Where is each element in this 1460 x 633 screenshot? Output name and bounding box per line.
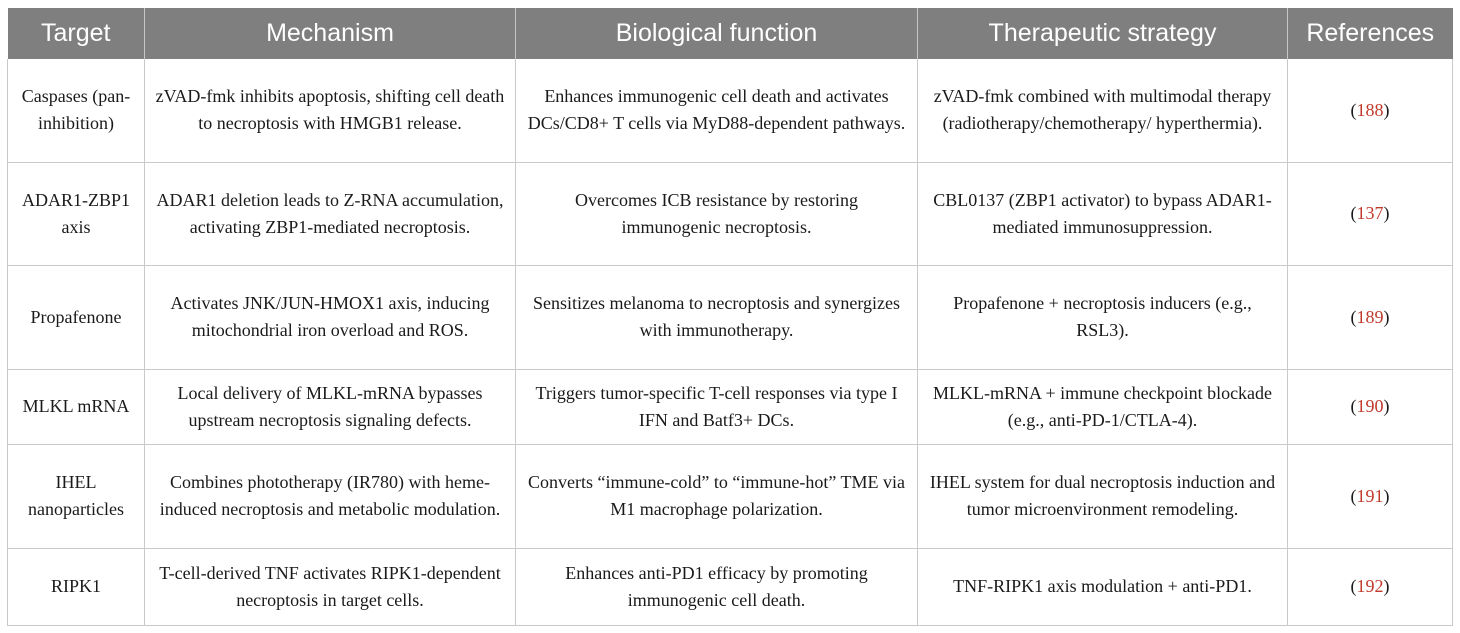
reference-link[interactable]: 191 — [1356, 485, 1384, 506]
reference-cell — [1288, 265, 1453, 369]
strategy-cell: CBL0137 (ZBP1 activator) to bypass ADAR1-mediated immunosuppression. — [918, 162, 1288, 265]
reference-link[interactable]: 192 — [1356, 576, 1384, 597]
reference-link[interactable]: 137 — [1356, 203, 1384, 224]
strategy-cell: zVAD-fmk combined with multimodal therapy (radiotherapy/chemotherapy/ hyperthermia). — [918, 59, 1288, 162]
mechanism-cell: Activates JNK/JUN-HMOX1 axis, inducing mitochondrial iron overload and ROS. — [145, 265, 516, 369]
reference-cell — [1288, 548, 1453, 625]
function-cell: Sensitizes melanoma to necroptosis and synergizes with immunotherapy. — [516, 265, 918, 369]
strategy-cell: IHEL system for dual necroptosis induction and tumor microenvironment remodeling. — [918, 444, 1288, 548]
therapeutic-targets-table — [7, 8, 1453, 626]
table-row — [8, 162, 1453, 265]
target-cell: MLKL mRNA — [8, 369, 145, 444]
table-row — [8, 548, 1453, 625]
reference-cell — [1288, 444, 1453, 548]
mechanism-cell: T-cell-derived TNF activates RIPK1-dependent necroptosis in target cells. — [145, 548, 516, 625]
table-row — [8, 265, 1453, 369]
reference-open-paren: ( — [1350, 99, 1357, 120]
reference-open-paren: ( — [1350, 306, 1357, 327]
header-target: Target — [8, 8, 145, 59]
table-row — [8, 369, 1453, 444]
mechanism-cell: zVAD-fmk inhibits apoptosis, shifting cell death to necroptosis with HMGB1 release. — [145, 59, 516, 162]
mechanism-cell: Combines phototherapy (IR780) with heme-induced necroptosis and metabolic modulation. — [145, 444, 516, 548]
function-cell: Enhances anti-PD1 efficacy by promoting immunogenic cell death. — [516, 548, 918, 625]
header-biological-function: Biological function — [516, 8, 918, 59]
reference-close-paren: ) — [1383, 485, 1390, 506]
header-mechanism: Mechanism — [145, 8, 516, 59]
function-cell: Converts “immune-cold” to “immune-hot” TME via M1 macrophage polarization. — [516, 444, 918, 548]
function-cell: Enhances immunogenic cell death and activates DCs/CD8+ T cells via MyD88-dependent pathways. — [516, 59, 918, 162]
target-cell: ADAR1-ZBP1 axis — [8, 162, 145, 265]
mechanism-cell: Local delivery of MLKL-mRNA bypasses upstream necroptosis signaling defects. — [145, 369, 516, 444]
reference-open-paren: ( — [1350, 203, 1357, 224]
reference-close-paren: ) — [1383, 99, 1390, 120]
reference-close-paren: ) — [1383, 396, 1390, 417]
header-row — [8, 8, 1453, 59]
table-row — [8, 59, 1453, 162]
header-references: References — [1288, 8, 1453, 59]
reference-cell — [1288, 59, 1453, 162]
reference-link[interactable]: 190 — [1356, 396, 1384, 417]
reference-open-paren: ( — [1350, 576, 1357, 597]
reference-close-paren: ) — [1383, 306, 1390, 327]
header-therapeutic-strategy: Therapeutic strategy — [918, 8, 1288, 59]
target-cell: IHEL nanoparticles — [8, 444, 145, 548]
strategy-cell: TNF-RIPK1 axis modulation + anti-PD1. — [918, 548, 1288, 625]
function-cell: Overcomes ICB resistance by restoring immunogenic necroptosis. — [516, 162, 918, 265]
target-cell: Propafenone — [8, 265, 145, 369]
table-row — [8, 444, 1453, 548]
target-cell: Caspases (pan-inhibition) — [8, 59, 145, 162]
reference-link[interactable]: 188 — [1356, 99, 1384, 120]
reference-close-paren: ) — [1383, 576, 1390, 597]
reference-open-paren: ( — [1350, 485, 1357, 506]
mechanism-cell: ADAR1 deletion leads to Z-RNA accumulation, activating ZBP1-mediated necroptosis. — [145, 162, 516, 265]
strategy-cell: MLKL-mRNA + immune checkpoint blockade (e.g., anti-PD-1/CTLA-4). — [918, 369, 1288, 444]
reference-close-paren: ) — [1383, 203, 1390, 224]
reference-link[interactable]: 189 — [1356, 306, 1384, 327]
function-cell: Triggers tumor-specific T-cell responses via type I IFN and Batf3+ DCs. — [516, 369, 918, 444]
target-cell: RIPK1 — [8, 548, 145, 625]
reference-open-paren: ( — [1350, 396, 1357, 417]
reference-cell — [1288, 162, 1453, 265]
reference-cell — [1288, 369, 1453, 444]
strategy-cell: Propafenone + necroptosis inducers (e.g., RSL3). — [918, 265, 1288, 369]
